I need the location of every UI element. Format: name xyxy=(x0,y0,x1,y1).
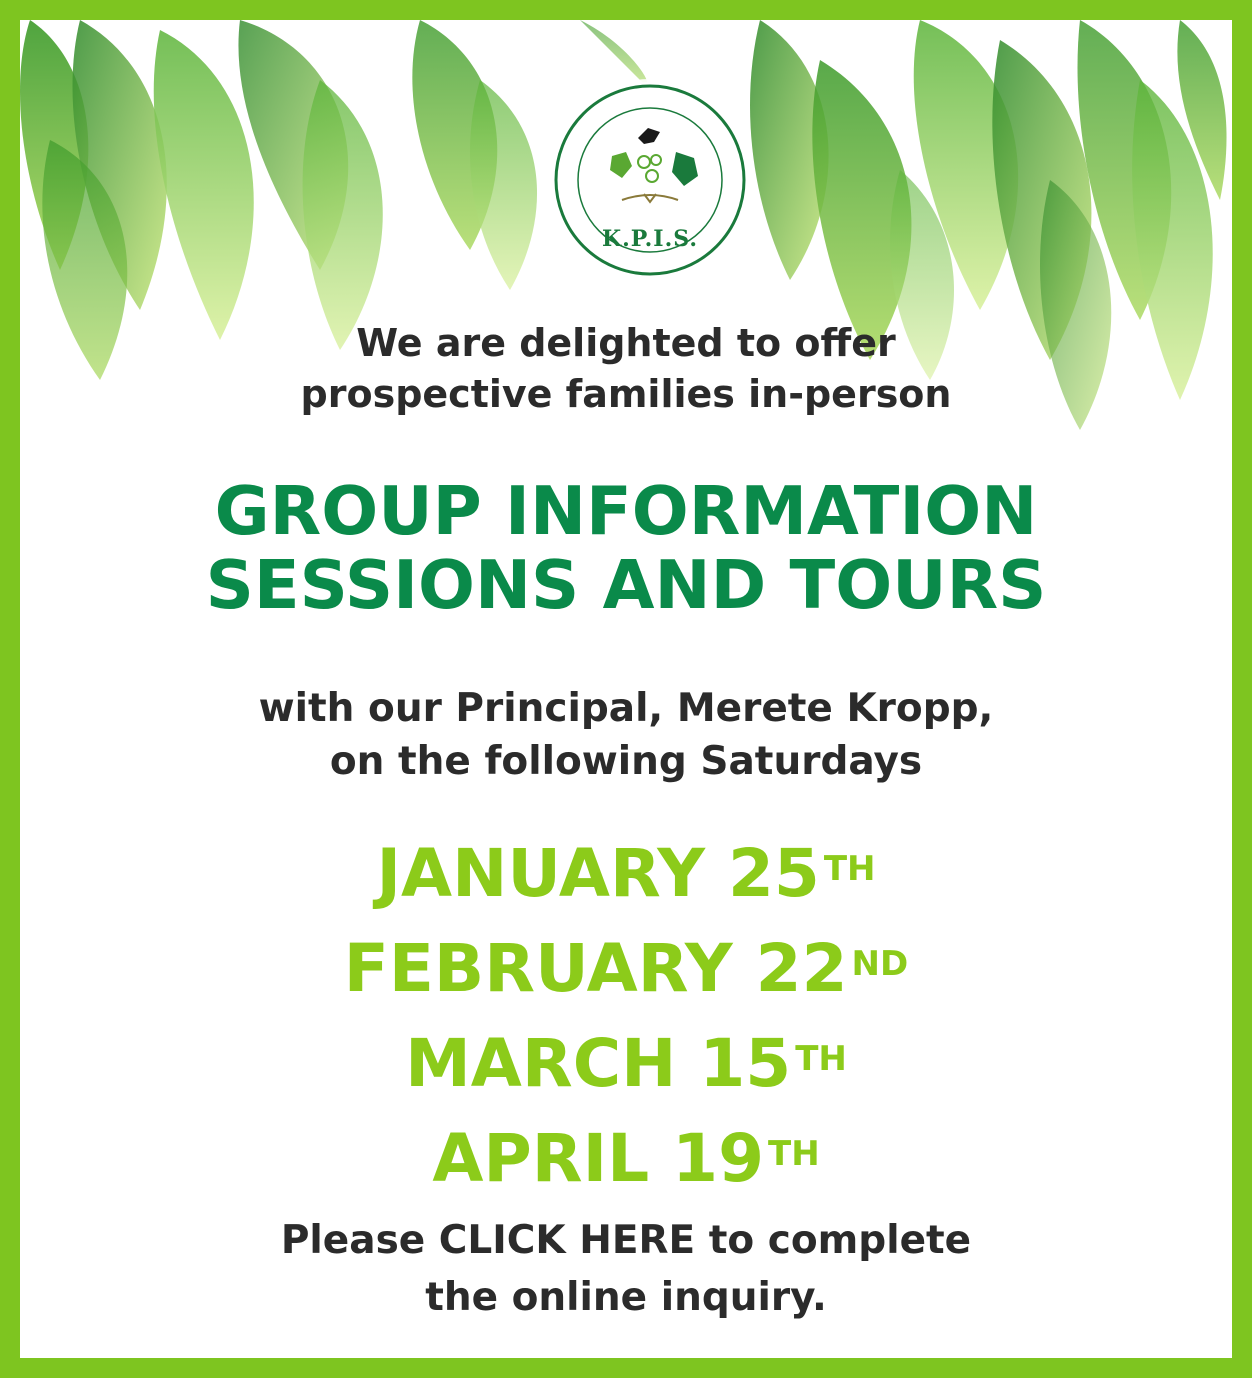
date-suffix: TH xyxy=(768,1134,820,1174)
date-item xyxy=(20,921,1232,1016)
date-item xyxy=(20,826,1232,921)
intro-text xyxy=(20,318,1232,420)
date-item xyxy=(20,1016,1232,1111)
inquiry-cta[interactable] xyxy=(20,1212,1232,1326)
principal-line-2: on the following Saturdays xyxy=(329,739,923,784)
headline-line-1: GROUP INFORMATION xyxy=(214,472,1038,550)
intro-line-1: We are delighted to offer xyxy=(356,321,896,365)
intro-line-2: prospective families in-person xyxy=(300,372,952,416)
headline-line-2: SESSIONS AND TOURS xyxy=(205,546,1047,624)
date-suffix: ND xyxy=(851,944,909,984)
cta-line-1: Please CLICK HERE to complete xyxy=(280,1218,972,1263)
school-logo xyxy=(552,82,748,278)
event-headline xyxy=(20,474,1232,622)
date-item xyxy=(20,1111,1232,1206)
click-here-link[interactable] xyxy=(20,1212,1232,1326)
principal-line-1: with our Principal, Merete Kropp, xyxy=(258,686,994,731)
date-text: FEBRUARY 22 xyxy=(343,930,848,1007)
date-suffix: TH xyxy=(823,849,876,889)
cta-line-2: the online inquiry. xyxy=(425,1275,827,1320)
date-text: APRIL 19 xyxy=(432,1120,765,1197)
date-suffix: TH xyxy=(795,1039,847,1079)
dates-list xyxy=(20,826,1232,1206)
principal-text xyxy=(20,682,1232,788)
date-text: JANUARY 25 xyxy=(376,835,820,912)
date-text: MARCH 15 xyxy=(405,1025,792,1102)
logo-initials: K.P.I.S. xyxy=(601,226,699,252)
